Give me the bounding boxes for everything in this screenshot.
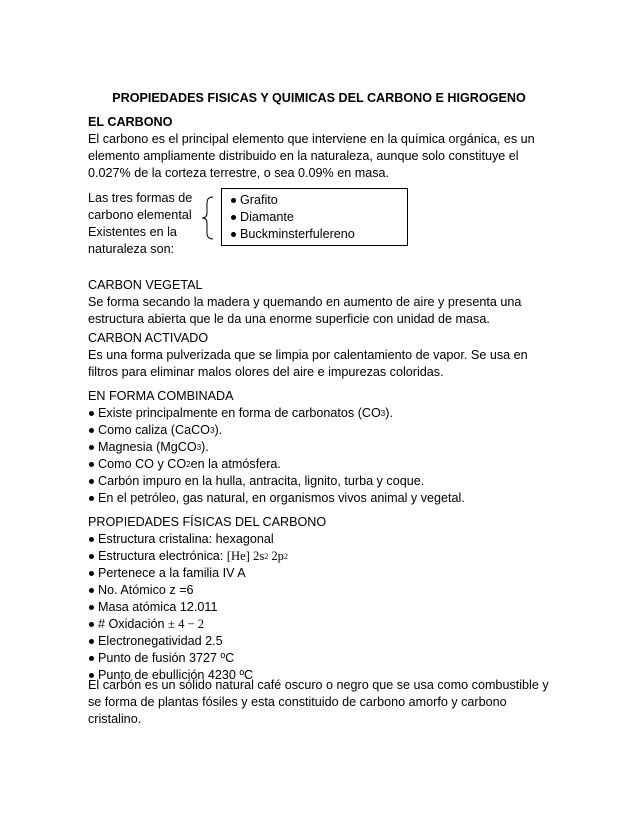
subscript: 3 <box>196 443 202 452</box>
list-item-text: ). <box>214 423 223 437</box>
section-combinada <box>88 388 558 507</box>
list-item-text: Grafito <box>240 193 278 207</box>
paragraph-line: cristalino. <box>88 712 142 726</box>
bullet-icon <box>89 411 94 416</box>
list-item-text: Carbón impuro en la hulla, antracita, lignito, turba y coque. <box>98 474 425 488</box>
formas-label <box>88 190 203 258</box>
list-item <box>88 405 558 422</box>
label-line: Las tres formas de <box>88 191 193 205</box>
electron-config: 2p <box>268 549 284 563</box>
section-fisicas <box>88 514 558 684</box>
paragraph-line: 0.027% de la corteza terrestre, o sea 0.09% en masa. <box>88 166 390 180</box>
paragraph-line: estructura abierta que le da una enorme superficie con unidad de masa. <box>88 312 490 326</box>
bullet-icon <box>89 622 94 627</box>
bullet-icon <box>89 554 94 559</box>
bullet-icon <box>89 445 94 450</box>
list-item-text: Pertenece a la familia IV A <box>98 566 246 580</box>
section-final <box>88 677 558 728</box>
bullet-icon <box>89 479 94 484</box>
bullet-icon <box>89 537 94 542</box>
subscript: 2 <box>283 552 288 561</box>
bullet-icon <box>89 605 94 610</box>
subscript: 3 <box>209 426 215 435</box>
subscript: 2 <box>264 552 269 561</box>
list-item <box>88 422 558 439</box>
list-item-text: Punto de ebullición 4230 ºC <box>98 668 254 682</box>
list-item <box>88 548 558 565</box>
list-item-text: Magnesia (MgCO <box>98 440 197 454</box>
bullet-icon <box>231 215 236 220</box>
section-carbono <box>88 114 558 182</box>
list-item-text: Como CO y CO <box>98 457 187 471</box>
list-item-text: Estructura electrónica: <box>98 549 227 563</box>
list-item <box>230 226 407 243</box>
page-title: PROPIEDADES FISICAS Y QUIMICAS DEL CARBONO E HIGROGENO <box>112 91 526 105</box>
bullet-icon <box>89 428 94 433</box>
subscript: 2 <box>186 460 191 469</box>
bullet-icon <box>89 571 94 576</box>
list-item <box>230 209 407 226</box>
list-item-text: Como caliza (CaCO <box>98 423 210 437</box>
section-heading: EL CARBONO <box>88 115 173 129</box>
paragraph-line: El carbón es un sólido natural café oscuro o negro que se usa como combustible y <box>88 678 549 692</box>
label-line: naturaleza son: <box>88 242 175 256</box>
list-item-text: ). <box>201 440 209 454</box>
subscript: 3 <box>380 409 386 418</box>
label-line: carbono elemental <box>88 208 192 222</box>
formas-box <box>221 188 408 246</box>
paragraph-line: filtros para eliminar malos olores del aire e impurezas coloridas. <box>88 365 444 379</box>
list-item <box>88 531 558 548</box>
list-item <box>88 490 558 507</box>
paragraph-line: El carbono es el principal elemento que interviene en la química orgánica, es un <box>88 132 535 146</box>
section-heading: CARBON ACTIVADO <box>88 331 209 345</box>
list-item <box>88 582 558 599</box>
list-item-text: Existe principalmente en forma de carbonatos (CO <box>98 406 381 420</box>
paragraph-line: Se forma secando la madera y quemando en aumento de aire y presenta una <box>88 295 522 309</box>
list-item <box>88 616 558 633</box>
bullet-icon <box>89 496 94 501</box>
list-item <box>88 473 558 490</box>
paragraph-line: elemento ampliamente distribuido en la naturaleza, aunque solo constituye el <box>88 149 519 163</box>
bullet-icon <box>231 232 236 237</box>
section-heading: PROPIEDADES FÍSICAS DEL CARBONO <box>88 515 327 529</box>
oxidation-value: ± 4 − 2 <box>168 617 205 631</box>
list-item <box>88 633 558 650</box>
bullet-icon <box>231 198 236 203</box>
section-vegetal <box>88 277 558 328</box>
list-item-text: Punto de fusión 3727 ºC <box>98 651 235 665</box>
bullet-icon <box>89 656 94 661</box>
list-item <box>88 565 558 582</box>
label-line: Existentes en la <box>88 225 177 239</box>
list-item-text: No. Atómico z =6 <box>98 583 194 597</box>
list-item-text: # Oxidación <box>98 617 169 631</box>
list-item <box>88 456 558 473</box>
list-item-text: En el petróleo, gas natural, en organismos vivos animal y vegetal. <box>98 491 465 505</box>
list-item-text: Estructura cristalina: hexagonal <box>98 532 274 546</box>
list-item <box>88 439 558 456</box>
bullet-icon <box>89 462 94 467</box>
list-item <box>88 650 558 667</box>
bullet-icon <box>89 639 94 644</box>
bullet-icon <box>89 588 94 593</box>
list-item <box>230 192 407 209</box>
electron-config: [He] 2s <box>226 549 265 563</box>
paragraph-line: se forma de plantas fósiles y esta constituido de carbono amorfo y carbono <box>88 695 507 709</box>
list-item-text: Masa atómica 12.011 <box>98 600 218 614</box>
list-item-text: Buckminsterfulereno <box>240 227 355 241</box>
curly-brace-icon <box>201 196 215 240</box>
section-heading: EN FORMA COMBINADA <box>88 389 234 403</box>
list-item-text: Diamante <box>240 210 294 224</box>
list-item-text: ). <box>385 406 393 420</box>
section-activado <box>88 330 558 381</box>
list-item-text: en la atmósfera. <box>190 457 281 471</box>
section-heading: CARBON VEGETAL <box>88 278 203 292</box>
list-item <box>88 599 558 616</box>
paragraph-line: Es una forma pulverizada que se limpia por calentamiento de vapor. Se usa en <box>88 348 528 362</box>
list-item-text: Electronegatividad 2.5 <box>98 634 223 648</box>
